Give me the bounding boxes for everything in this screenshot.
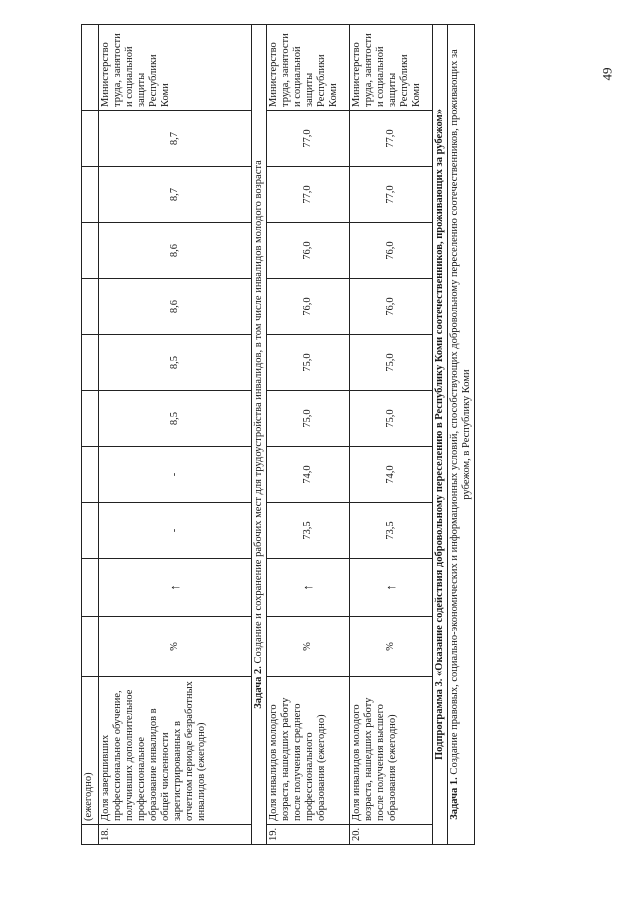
trend-arrow-icon: ↑ <box>350 559 433 617</box>
value-cell: 76,0 <box>350 279 433 335</box>
value-cell: 75,0 <box>267 391 350 447</box>
table-row <box>350 25 433 845</box>
responsible-cell: Министерство труда, занятости и социальной защиты Республики Коми <box>267 25 350 111</box>
unit-cell: % <box>350 617 433 677</box>
row-number: 20. <box>350 825 433 845</box>
value-cell: 8,6 <box>99 279 252 335</box>
rotated-table-container <box>81 25 521 845</box>
table-row <box>99 25 252 845</box>
task-label: Задача 2. <box>253 666 264 709</box>
indicator-table <box>81 24 475 845</box>
value-cell: 77,0 <box>350 167 433 223</box>
responsible-cell: Министерство труда, занятости и социальной защиты Республики Коми <box>99 25 252 111</box>
subprogram-row <box>433 25 448 845</box>
row-number: 18. <box>99 825 252 845</box>
page-number: 49 <box>599 67 615 81</box>
table-row-continuation <box>82 25 99 845</box>
value-cell: 8,5 <box>99 335 252 391</box>
value-cell: 73,5 <box>267 503 350 559</box>
value-cell: 75,0 <box>350 335 433 391</box>
value-cell: - <box>99 447 252 503</box>
value-cell: 77,0 <box>267 167 350 223</box>
value-cell: 77,0 <box>350 111 433 167</box>
value-cell: 8,7 <box>99 111 252 167</box>
task-row <box>252 25 267 845</box>
value-cell: 74,0 <box>350 447 433 503</box>
value-cell: 8,6 <box>99 223 252 279</box>
subprogram-title: Подпрограмма 3. «Оказание содействия добровольному переселению в Республику Коми соотечественников, проживающих за рубежом» <box>433 25 448 845</box>
value-cell: 76,0 <box>267 279 350 335</box>
value-cell: 73,5 <box>350 503 433 559</box>
task-row <box>448 25 475 845</box>
value-cell: - <box>99 503 252 559</box>
responsible-cell: Министерство труда, занятости и социальной защиты Республики Коми <box>350 25 433 111</box>
indicator-cell: (ежегодно) <box>82 677 99 825</box>
indicator-cell: Доля инвалидов молодого возраста, нашедших работу после получения высшего образования (ежегодно) <box>350 677 433 825</box>
unit-cell: % <box>99 617 252 677</box>
trend-arrow-icon: ↑ <box>99 559 252 617</box>
task-text: Создание и сохранение рабочих мест для трудоустройства инвалидов, в том числе инвалидов молодого возраста <box>253 160 264 664</box>
trend-arrow-icon: ↑ <box>267 559 350 617</box>
task-label: Задача 1. <box>449 777 460 820</box>
value-cell: 74,0 <box>267 447 350 503</box>
value-cell: 8,5 <box>99 391 252 447</box>
table-row <box>267 25 350 845</box>
value-cell: 77,0 <box>267 111 350 167</box>
indicator-cell: Доля завершивших профессиональное обучение, получивших дополнительное профессиональное образование инвалидов в общей численности зарегистрированных в отчетном периоде безработных инвалидов (ежегодно) <box>99 677 252 825</box>
unit-cell: % <box>267 617 350 677</box>
value-cell: 8,7 <box>99 167 252 223</box>
indicator-cell: Доля инвалидов молодого возраста, нашедших работу после получения среднего профессионального образования (ежегодно) <box>267 677 350 825</box>
row-number: 19. <box>267 825 350 845</box>
value-cell: 76,0 <box>350 223 433 279</box>
value-cell: 75,0 <box>350 391 433 447</box>
value-cell: 76,0 <box>267 223 350 279</box>
task-text: Создание правовых, социально-экономических и информационных условий, способствующих добровольному переселению соотечественников, проживающих за рубежом, в Республику Коми <box>449 49 472 775</box>
value-cell: 75,0 <box>267 335 350 391</box>
